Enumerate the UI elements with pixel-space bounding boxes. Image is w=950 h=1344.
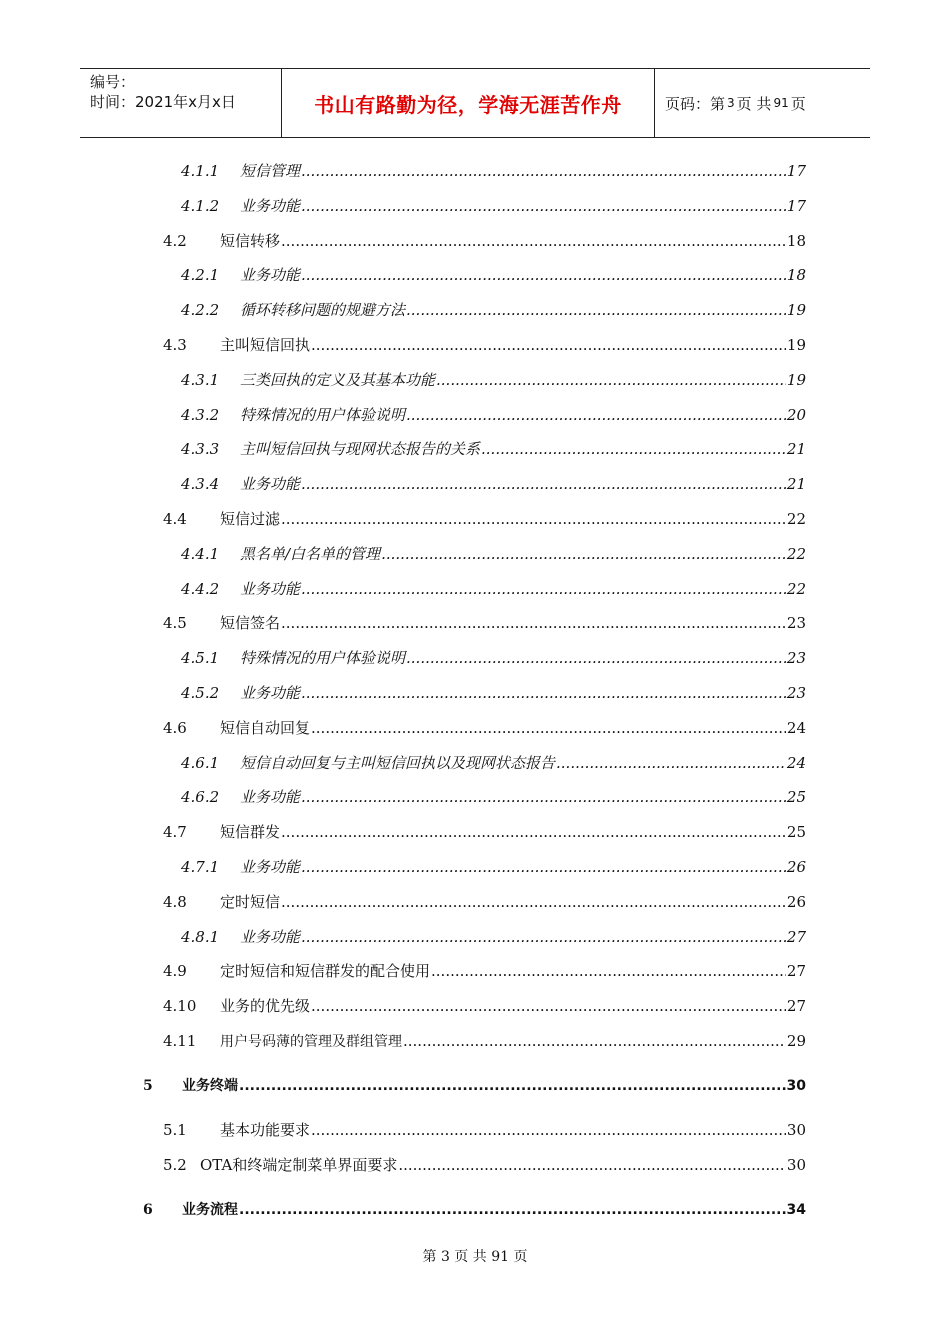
toc-entry-title: 短信管理 <box>240 162 301 180</box>
page-label-suffix: 页 <box>790 94 806 113</box>
toc-leader-dots <box>556 752 786 774</box>
toc-leader-dots <box>311 717 786 739</box>
toc-leader-dots <box>431 960 786 982</box>
page-total: 91 <box>773 96 789 110</box>
toc-entry-page: 24 <box>786 753 806 772</box>
toc-entry-page: 23 <box>786 684 806 702</box>
toc-entry[interactable] <box>143 1199 806 1221</box>
toc-entry[interactable] <box>181 926 806 948</box>
toc-entry-number: 4.4.1 <box>181 544 220 563</box>
page-label-mid: 页 共 <box>736 94 772 113</box>
toc-entry-number: 4.9 <box>163 962 187 981</box>
page-label-prefix: 页码：第 <box>665 94 726 113</box>
toc-entry-number: 4.8 <box>163 892 187 911</box>
toc-entry-title: 业务功能 <box>240 788 301 807</box>
toc-entry-number: 4.4.2 <box>181 579 220 598</box>
toc-entry-title: 业务功能 <box>240 684 301 702</box>
toc-entry-number: 4.7.1 <box>181 858 220 876</box>
toc-leader-dots <box>239 1075 786 1097</box>
toc-entry-number: 4.3.3 <box>181 440 220 459</box>
toc-entry-page: 19 <box>786 336 806 354</box>
toc-entry-number: 4.5 <box>163 614 187 633</box>
toc-entry-title: 短信签名 <box>220 614 281 633</box>
toc-entry-title: OTA和终端定制菜单界面要求 <box>200 1155 398 1174</box>
toc-entry[interactable] <box>181 578 806 600</box>
toc-entry[interactable] <box>163 1030 806 1052</box>
toc-entry-page: 23 <box>786 614 806 633</box>
toc-entry[interactable] <box>181 543 806 565</box>
toc-entry-number: 4.8.1 <box>181 927 220 946</box>
toc-entry-page: 30 <box>786 1078 806 1094</box>
toc-leader-dots <box>406 299 786 321</box>
toc-entry-page: 27 <box>786 997 806 1016</box>
toc-entry-page: 22 <box>786 544 806 563</box>
toc-entry-page: 21 <box>786 475 806 494</box>
header-page-info <box>655 69 870 137</box>
toc-entry-title: 短信自动回复 <box>220 718 311 737</box>
toc-entry-title: 业务功能 <box>240 927 301 946</box>
toc-leader-dots <box>398 1154 786 1176</box>
toc-entry-title: 基本功能要求 <box>220 1121 311 1139</box>
toc-entry-page: 18 <box>786 231 806 250</box>
toc-entry-page: 25 <box>786 788 806 807</box>
toc-entry[interactable] <box>163 334 806 356</box>
document-time-label: 时间：2021年x月x日 <box>90 93 236 111</box>
toc-leader-dots <box>301 786 786 808</box>
toc-entry-number: 6 <box>143 1201 153 1218</box>
toc-entry-title: 业务终端 <box>182 1078 238 1094</box>
toc-entry-title: 黑名单/白名单的管理 <box>240 544 381 563</box>
toc-leader-dots <box>301 160 786 182</box>
toc-entry-number: 4.10 <box>163 997 197 1016</box>
toc-entry-page: 26 <box>786 892 806 911</box>
toc-leader-dots <box>301 195 786 217</box>
toc-entry-number: 5.1 <box>163 1121 187 1139</box>
toc-entry-page: 27 <box>786 927 806 946</box>
toc-entry-title: 业务功能 <box>240 475 301 494</box>
toc-entry[interactable] <box>163 821 806 843</box>
toc-entry-number: 4.3.4 <box>181 475 220 494</box>
toc-leader-dots <box>311 995 786 1017</box>
toc-entry[interactable] <box>163 1154 806 1176</box>
toc-entry-page: 18 <box>786 266 806 285</box>
toc-entry-title: 短信群发 <box>220 823 281 842</box>
toc-entry-page: 29 <box>786 1032 806 1050</box>
toc-entry-number: 4.2.1 <box>181 266 220 285</box>
toc-entry[interactable] <box>181 473 806 495</box>
toc-leader-dots <box>281 821 786 843</box>
toc-entry[interactable] <box>163 230 806 252</box>
toc-entry-page: 22 <box>786 579 806 598</box>
page-current: 3 <box>727 96 735 110</box>
toc-entry-number: 4.1.1 <box>181 162 220 180</box>
toc-entry-number: 4.3.1 <box>181 370 220 389</box>
toc-entry-title: 用户号码薄的管理及群组管理 <box>220 1034 402 1050</box>
toc-entry-page: 21 <box>786 440 806 459</box>
toc-entry[interactable] <box>181 786 806 808</box>
toc-entry-title: 业务的优先级 <box>220 997 311 1016</box>
toc-entry[interactable] <box>181 438 806 460</box>
toc-entry[interactable] <box>163 1119 806 1141</box>
toc-entry-title: 业务功能 <box>240 196 301 215</box>
toc-entry[interactable] <box>181 195 806 217</box>
toc-entry-title: 三类回执的定义及其基本功能 <box>240 370 436 389</box>
toc-entry[interactable] <box>163 612 806 634</box>
toc-leader-dots <box>301 264 786 286</box>
toc-entry-page: 17 <box>786 162 806 180</box>
toc-entry-number: 5.2 <box>163 1155 187 1174</box>
toc-entry-page: 34 <box>786 1201 806 1218</box>
toc-entry[interactable] <box>181 299 806 321</box>
toc-leader-dots <box>301 682 786 704</box>
toc-leader-dots <box>381 543 786 565</box>
toc-entry[interactable] <box>181 682 806 704</box>
toc-entry[interactable] <box>163 995 806 1017</box>
toc-leader-dots <box>281 891 786 913</box>
page-header <box>80 68 870 138</box>
toc-leader-dots <box>406 647 786 669</box>
toc-entry-number: 4.3.2 <box>181 405 220 424</box>
toc-entry-number: 4.11 <box>163 1032 197 1050</box>
toc-entry-page: 24 <box>786 718 806 737</box>
toc-entry-title: 定时短信 <box>220 892 281 911</box>
toc-entry-number: 4.6.2 <box>181 788 220 807</box>
header-motto: 书山有路勤为径，学海无涯苦作舟 <box>282 69 655 137</box>
toc-leader-dots <box>301 578 786 600</box>
toc-entry-title: 业务流程 <box>182 1201 238 1218</box>
toc-entry[interactable] <box>181 369 806 391</box>
toc-entry-page: 19 <box>786 370 806 389</box>
toc-leader-dots <box>436 369 786 391</box>
toc-entry-title: 循环转移问题的规避方法 <box>240 301 406 320</box>
toc-entry-title: 特殊情况的用户体验说明 <box>240 649 406 668</box>
toc-entry-page: 23 <box>786 649 806 668</box>
toc-entry-title: 业务功能 <box>240 579 301 598</box>
toc-leader-dots <box>481 438 786 460</box>
toc-entry-title: 主叫短信回执 <box>220 336 311 354</box>
toc-entry-page: 20 <box>786 405 806 424</box>
toc-leader-dots <box>301 856 786 878</box>
toc-entry-number: 4.2 <box>163 231 187 250</box>
toc-entry-title: 主叫短信回执与现网状态报告的关系 <box>240 440 481 459</box>
page-footer: 第 3 页 共 91 页 <box>422 1249 528 1265</box>
toc-entry[interactable] <box>163 891 806 913</box>
toc-entry-title: 短信过滤 <box>220 510 281 528</box>
toc-leader-dots <box>403 1030 786 1052</box>
toc-entry-page: 19 <box>786 301 806 320</box>
toc-leader-dots <box>301 473 786 495</box>
toc-entry[interactable] <box>181 752 806 774</box>
toc-leader-dots <box>311 334 786 356</box>
toc-entry[interactable] <box>163 960 806 982</box>
header-meta <box>80 69 282 137</box>
toc-entry-title: 特殊情况的用户体验说明 <box>240 405 406 424</box>
toc-entry[interactable] <box>181 160 806 182</box>
document-number-label: 编号： <box>90 73 136 91</box>
toc-entry-page: 26 <box>786 858 806 876</box>
toc-entry-page: 22 <box>786 510 806 528</box>
toc-leader-dots <box>281 230 786 252</box>
toc-entry[interactable] <box>181 404 806 426</box>
toc-entry-page: 27 <box>786 962 806 981</box>
toc-entry-number: 4.5.1 <box>181 649 220 668</box>
toc-leader-dots <box>406 404 786 426</box>
toc-entry-number: 4.7 <box>163 823 187 842</box>
toc-entry-page: 17 <box>786 196 806 215</box>
toc-entry-number: 4.6 <box>163 718 187 737</box>
toc-entry-page: 30 <box>786 1121 806 1139</box>
toc-entry-page: 25 <box>786 823 806 842</box>
toc-entry-title: 业务功能 <box>240 858 301 876</box>
toc-entry-number: 4.4 <box>163 510 187 528</box>
toc-entry-number: 4.3 <box>163 336 187 354</box>
toc-leader-dots <box>239 1199 786 1221</box>
toc-leader-dots <box>281 508 786 530</box>
toc-entry-number: 4.2.2 <box>181 301 220 320</box>
toc-leader-dots <box>281 612 786 634</box>
toc-entry[interactable] <box>163 717 806 739</box>
toc-entry-title: 短信自动回复与主叫短信回执以及现网状态报告 <box>240 753 556 772</box>
toc-leader-dots <box>301 926 786 948</box>
toc-entry[interactable] <box>143 1075 806 1097</box>
toc-leader-dots <box>311 1119 786 1141</box>
toc-entry-number: 4.5.2 <box>181 684 220 702</box>
toc-entry-title: 短信转移 <box>220 231 281 250</box>
toc-entry-number: 4.1.2 <box>181 196 220 215</box>
toc-entry[interactable] <box>181 856 806 878</box>
toc-entry-number: 4.6.1 <box>181 753 220 772</box>
toc-entry-number: 5 <box>143 1078 153 1094</box>
toc-entry-title: 定时短信和短信群发的配合使用 <box>220 962 431 981</box>
toc-entry-page: 30 <box>786 1155 806 1174</box>
toc-entry[interactable] <box>181 647 806 669</box>
toc-entry[interactable] <box>181 264 806 286</box>
toc-entry-title: 业务功能 <box>240 266 301 285</box>
toc-entry[interactable] <box>163 508 806 530</box>
